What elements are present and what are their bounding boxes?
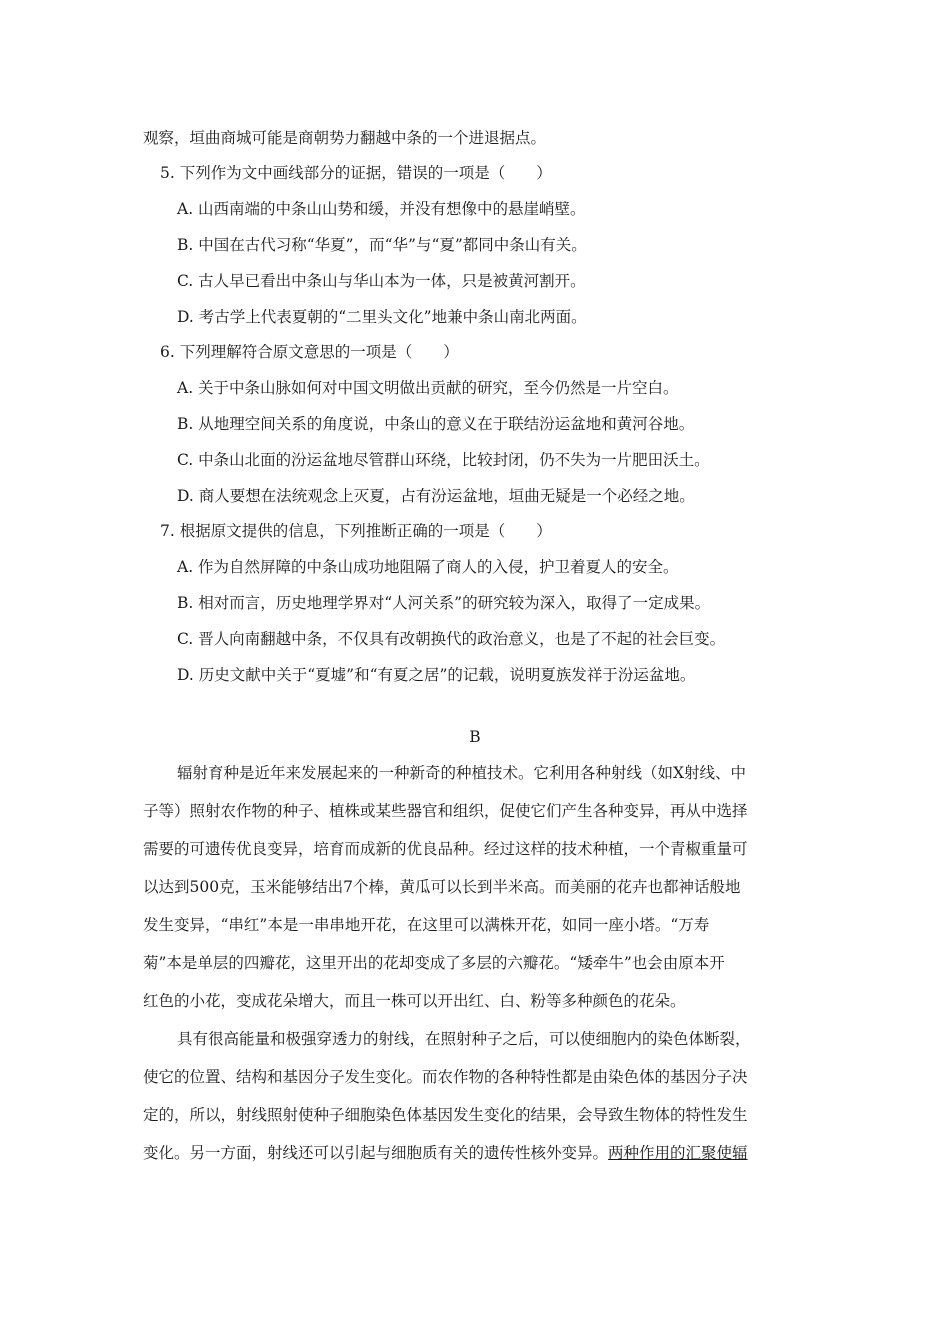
paragraph-2-line: 定的，所以，射线照射使种子细胞染色体基因发生变化的结果，会导致生物体的特性发生 xyxy=(143,1106,748,1124)
question-5-option-d: D. 考古学上代表夏朝的“二里头文化”地兼中条山南北两面。 xyxy=(177,308,587,326)
question-5-option-a: A. 山西南端的中条山山势和缓，并没有想像中的悬崖峭壁。 xyxy=(177,200,586,218)
paragraph-1-line: 以达到500克，玉米能够结出7个棒，黄瓜可以长到半米高。而美丽的花卉也都神话般地 xyxy=(143,878,741,896)
question-5-option-c: C. 古人早已看出中条山与华山本为一体，只是被黄河割开。 xyxy=(177,272,586,290)
question-6-stem: 6. 下列理解符合原文意思的一项是（ ） xyxy=(160,343,459,361)
question-7-stem: 7. 根据原文提供的信息，下列推断正确的一项是（ ） xyxy=(160,522,552,540)
paragraph-1-line: 菊”本是单层的四瓣花，这里开出的花却变成了多层的六瓣花。“矮牵牛”也会由原本开 xyxy=(143,954,725,972)
question-7-option-d: D. 历史文献中关于“夏墟”和“有夏之居”的记载，说明夏族发祥于汾运盆地。 xyxy=(177,666,696,684)
question-7-option-a: A. 作为自然屏障的中条山成功地阻隔了商人的入侵，护卫着夏人的安全。 xyxy=(177,558,679,576)
question-7-option-b: B. 相对而言，历史地理学界对“人河关系”的研究较为深入，取得了一定成果。 xyxy=(177,594,711,612)
paragraph-2-line: 具有很高能量和极强穿透力的射线，在照射种子之后，可以使细胞内的染色体断裂， xyxy=(177,1030,751,1048)
paragraph-1-line: 红色的小花，变成花朵增大，而且一株可以开出红、白、粉等多种颜色的花朵。 xyxy=(143,992,686,1010)
paragraph-2-plain-text: 变化。另一方面，射线还可以引起与细胞质有关的遗传性核外变异。 xyxy=(143,1144,609,1162)
question-7-option-c: C. 晋人向南翻越中条，不仅具有改朝换代的政治意义，也是了不起的社会巨变。 xyxy=(177,630,726,648)
question-6-option-a: A. 关于中条山脉如何对中国文明做出贡献的研究，至今仍然是一片空白。 xyxy=(177,379,679,397)
paragraph-1-line: 需要的可遗传优良变异，培育而成新的优良品种。经过这样的技术种植，一个青椒重量可 xyxy=(143,840,748,858)
paragraph-1-line: 辐射育种是近年来发展起来的一种新奇的种植技术。它利用各种射线（如X射线、中 xyxy=(177,764,747,782)
intro-line: 观察，垣曲商城可能是商朝势力翻越中条的一个进退据点。 xyxy=(143,129,547,147)
paragraph-2-line: 使它的位置、结构和基因分子发生变化。而农作物的各种特性都是由染色体的基因分子决 xyxy=(143,1068,748,1086)
paragraph-1-line: 发生变异，“串红”本是一串串地开花，在这里可以满株开花，如同一座小塔。“万寿 xyxy=(143,916,710,934)
question-6-option-b: B. 从地理空间关系的角度说，中条山的意义在于联结汾运盆地和黄河谷地。 xyxy=(177,415,695,433)
question-6-option-d: D. 商人要想在法统观念上灭夏，占有汾运盆地，垣曲无疑是一个必经之地。 xyxy=(177,487,695,505)
paragraph-1-line: 子等）照射农作物的种子、植株或某些器官和组织，促使它们产生各种变异，再从中选择 xyxy=(143,802,748,820)
section-title: B xyxy=(469,728,481,746)
paragraph-2-last-line xyxy=(143,1143,808,1163)
question-5-stem: 5. 下列作为文中画线部分的证据，错误的一项是（ ） xyxy=(160,164,552,182)
question-5-option-b: B. 中国在古代习称“华夏”，而“华”与“夏”都同中条山有关。 xyxy=(177,236,587,254)
underlined-passage: 两种作用的汇聚使辐 xyxy=(608,1144,748,1162)
question-6-option-c: C. 中条山北面的汾运盆地尽管群山环绕，比较封闭，仍不失为一片肥田沃土。 xyxy=(177,451,710,469)
